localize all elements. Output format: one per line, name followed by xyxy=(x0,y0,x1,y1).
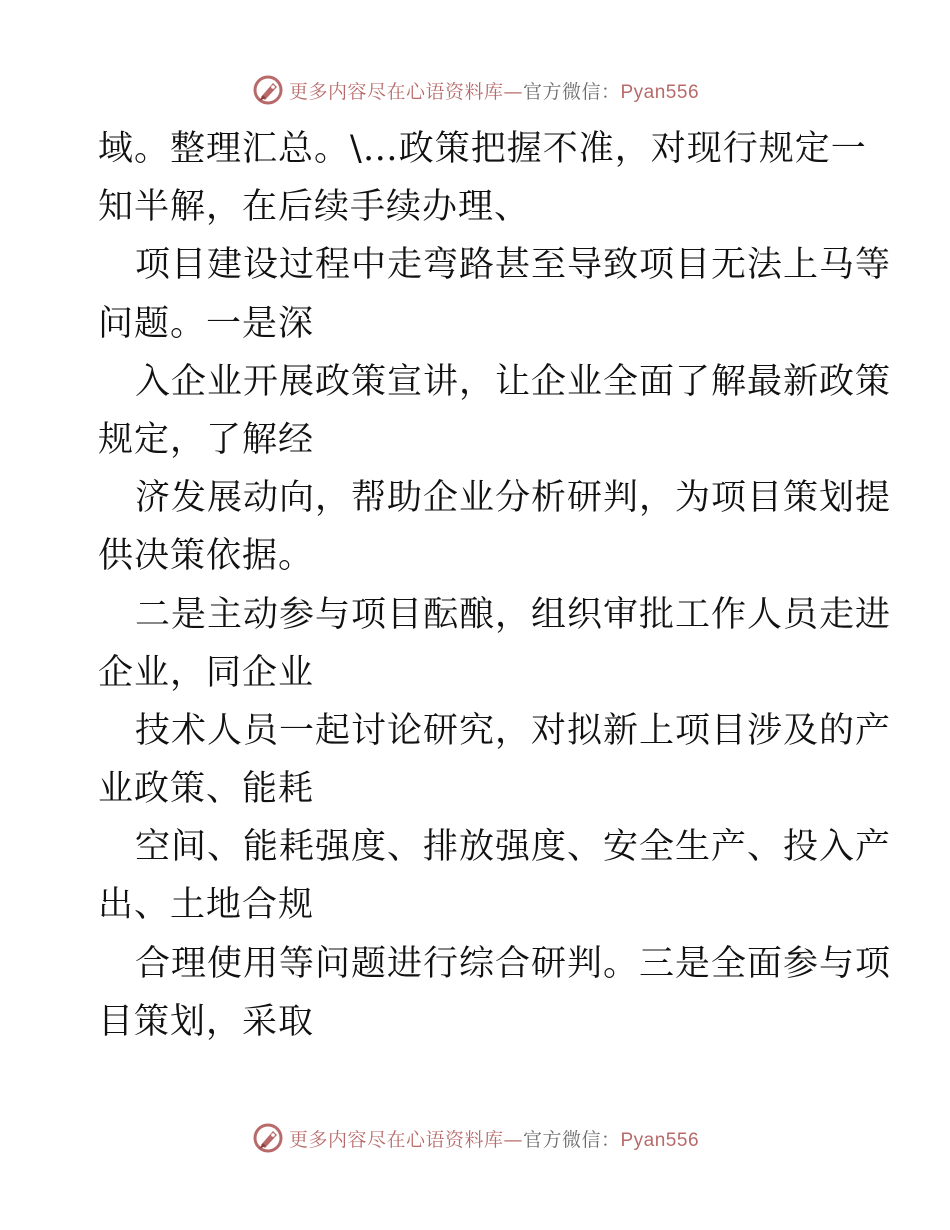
text-line: 企业，同企业 xyxy=(98,652,315,693)
text-line: 项目建设过程中走弯路甚至导致项目无法上马等 xyxy=(135,245,892,286)
header-separator: — xyxy=(503,80,523,103)
text-line: 济发展动向，帮助企业分析研判，为项目策划提 xyxy=(135,478,892,519)
text-line: 规定，了解经 xyxy=(98,419,315,460)
header-watermark-text xyxy=(289,77,699,104)
text-line: 合理使用等问题进行综合研判。三是全面参与项 xyxy=(135,943,892,984)
text-line: 知半解，在后续手续办理、 xyxy=(98,187,531,228)
header-wechat-label: 官方微信： xyxy=(522,80,621,103)
text-line: 出、土地合规 xyxy=(98,885,315,926)
footer-brand-text: 更多内容尽在心语资料库 xyxy=(288,1128,504,1151)
footer-watermark-text xyxy=(289,1125,699,1152)
text-line: 入企业开展政策宣讲，让企业全面了解最新政策 xyxy=(135,361,892,402)
text-line: 二是主动参与项目酝酿，组织审批工作人员走进 xyxy=(135,594,892,635)
page-header xyxy=(0,70,950,110)
text-line: 业政策、能耗 xyxy=(98,769,315,810)
footer-separator: — xyxy=(503,1128,523,1151)
document-body xyxy=(98,120,892,1051)
text-line: 空间、能耗强度、排放强度、安全生产、投入产 xyxy=(135,827,892,868)
text-line: 供决策依据。 xyxy=(98,536,315,577)
header-wechat-id: Pyan556 xyxy=(620,81,700,103)
page-footer xyxy=(0,1118,950,1158)
footer-watermark xyxy=(251,1121,699,1155)
text-line: 问题。一是深 xyxy=(98,303,315,344)
header-brand-text: 更多内容尽在心语资料库 xyxy=(288,80,504,103)
text-line: 域。整理汇总。\…政策把握不准，对现行规定一 xyxy=(98,129,867,169)
text-line: 目策划，采取 xyxy=(98,1001,315,1042)
text-line: 技术人员一起讨论研究，对拟新上项目涉及的产 xyxy=(135,710,892,751)
pen-nib-logo-icon xyxy=(251,73,285,107)
footer-wechat-label: 官方微信： xyxy=(522,1128,621,1151)
header-watermark xyxy=(251,73,699,107)
footer-wechat-id: Pyan556 xyxy=(620,1129,700,1151)
pen-nib-logo-icon xyxy=(251,1121,285,1155)
